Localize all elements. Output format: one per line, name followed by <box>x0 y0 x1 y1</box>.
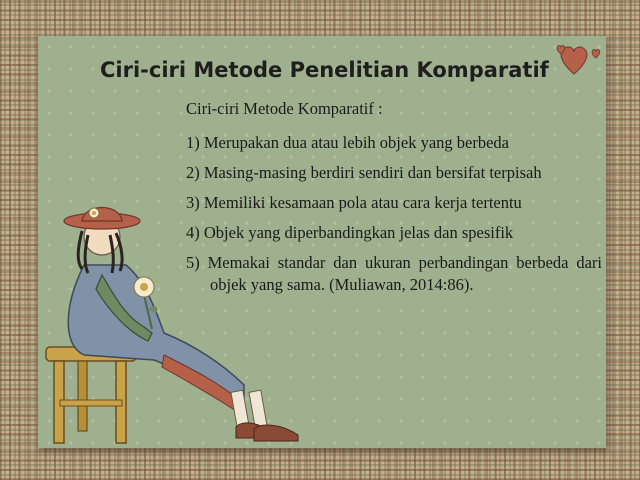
list-item: 3) Memiliki kesamaan pola atau cara kerja tertentu <box>186 193 522 212</box>
list-item: 2) Masing-masing berdiri sendiri dan bersifat terpisah <box>186 163 542 182</box>
list-item: 4) Objek yang diperbandingkan jelas dan spesifik <box>186 223 514 242</box>
slide-title: Ciri-ciri Metode Penelitian Komparatif <box>100 58 549 82</box>
list-item: 1) Merupakan dua atau lebih objek yang berbeda <box>186 133 509 152</box>
hearts-icon <box>556 38 606 78</box>
content-subtitle: Ciri-ciri Metode Komparatif : <box>186 99 383 118</box>
stool-icon <box>46 347 136 443</box>
list-item: 5) Memakai standar dan ukuran perbandingan berbeda dari objek yang sama. (Muliawan, 2014:86). <box>186 253 602 294</box>
girl-on-stool-illustration <box>44 195 314 450</box>
